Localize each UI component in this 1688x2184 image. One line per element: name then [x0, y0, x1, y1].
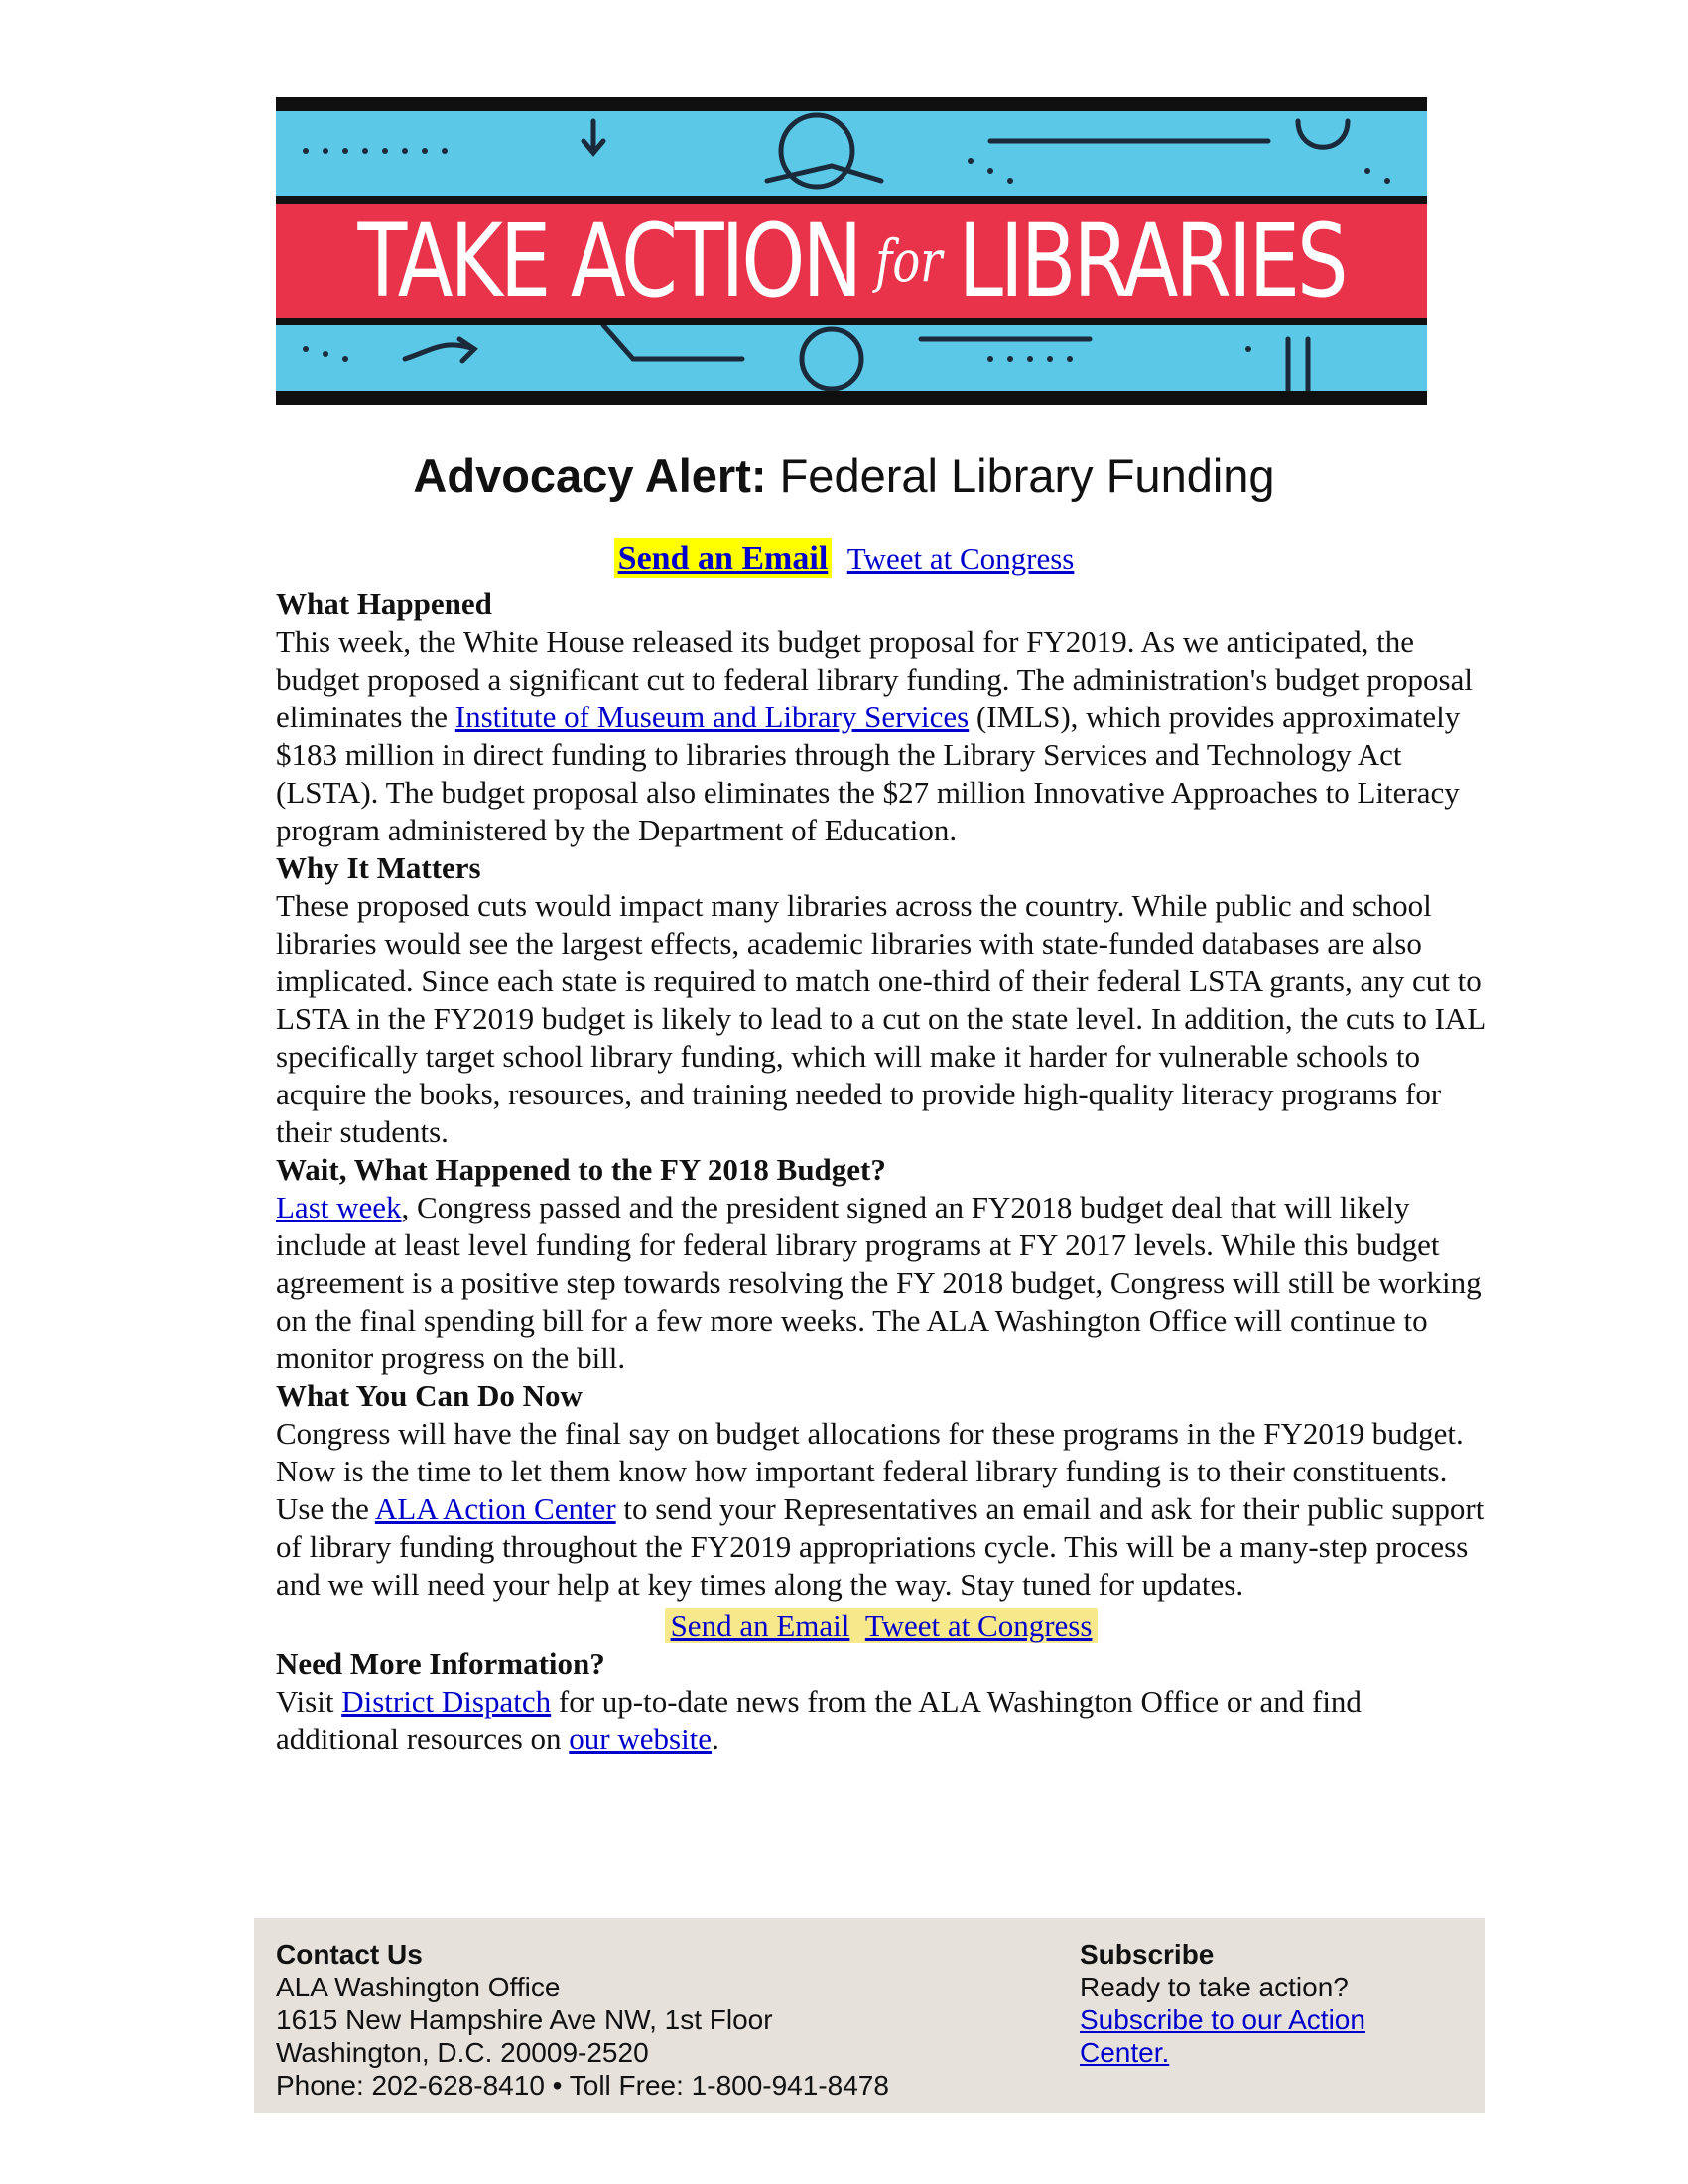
subscribe-column	[1080, 1938, 1365, 2069]
contact-city: Washington, D.C. 20009-2520	[276, 2037, 649, 2068]
banner-title	[357, 201, 1346, 321]
ala-action-center-link[interactable]: ALA Action Center	[374, 1491, 616, 1526]
para-more-info	[276, 1683, 1487, 1758]
banner-red-band	[276, 196, 1427, 325]
title-bold: Advocacy Alert:	[413, 450, 767, 502]
banner-word-libraries: LIBRARIES	[958, 201, 1346, 321]
send-email-link[interactable]: Send an Email	[614, 538, 833, 578]
text: This week, the White House released its budget proposal for FY2019. As we anticipated, the budget proposed a significant cut to federal library funding. The administration's budget proposal eliminates the	[276, 624, 1473, 734]
take-action-banner	[276, 97, 1427, 405]
text: , Congress passed and the president signed an FY2018 budget deal that will likely include at least level funding for federal library programs at FY 2017 levels. While this budget agreement is a positive step towards resolving the FY 2018 budget, Congress will still be working on the final spending bill for a few more weeks. The ALA Washington Office will continue to monitor progress on the bill.	[276, 1190, 1482, 1375]
text: Visit	[276, 1684, 342, 1719]
subscribe-link[interactable]: Subscribe to our Action	[1080, 2004, 1365, 2035]
contact-org: ALA Washington Office	[276, 1972, 561, 2002]
page-title	[0, 449, 1688, 503]
subscribe-link-line2	[1080, 2036, 1365, 2069]
para-fy2018	[276, 1189, 1487, 1377]
text: .	[712, 1722, 719, 1756]
heading-what-you-can-do: What You Can Do Now	[276, 1378, 583, 1413]
subscribe-prompt: Ready to take action?	[1080, 1972, 1349, 2002]
last-week-link[interactable]: Last week	[276, 1190, 402, 1224]
para-why-it-matters: These proposed cuts would impact many libraries across the country. While public and school libraries would see the largest effects, academic libraries with state-funded databases are also implicated. Since each state is required to match one-third of their federal LSTA grants, any cut to LSTA in the FY2019 budget is likely to lead to a cut on the state level. In addition, the cuts to IAL specifically target school library funding, which will make it harder for vulnerable schools to acquire the books, resources, and training needed to provide high-quality literacy programs for their students.	[276, 888, 1486, 1149]
banner-word-for: for	[875, 227, 943, 295]
text: Congress will have the final say on budget allocations for these programs in the FY2019 budget. Now is the time to let them know how important federal library funding is to their constituents. Use the	[276, 1416, 1464, 1526]
subscribe-link-line1	[1080, 2003, 1365, 2036]
text: to send your Representatives an email and ask for their public support of library funding throughout the FY2019 appropriations cycle. This will be a many-step process and we will need your help at key times along the way. Stay tuned for updates.	[276, 1491, 1485, 1602]
tweet-congress-link[interactable]: Tweet at Congress	[846, 541, 1075, 576]
subscribe-heading: Subscribe	[1080, 1939, 1215, 1970]
mid-cta-row	[276, 1607, 1487, 1645]
imls-link[interactable]: Institute of Museum and Library Services	[454, 700, 970, 734]
contact-address: 1615 New Hampshire Ave NW, 1st Floor	[276, 2004, 773, 2035]
subscribe-link-cont[interactable]: Center.	[1080, 2037, 1170, 2068]
heading-more-info: Need More Information?	[276, 1646, 605, 1681]
para-what-you-can-do	[276, 1415, 1487, 1604]
heading-what-happened: What Happened	[276, 586, 492, 621]
contact-heading: Contact Us	[276, 1939, 423, 1970]
mid-cta-highlight	[665, 1608, 1099, 1643]
our-website-link[interactable]: our website	[569, 1722, 713, 1756]
heading-why-it-matters: Why It Matters	[276, 850, 481, 885]
top-cta-row	[0, 540, 1688, 578]
alert-body	[276, 585, 1487, 1758]
contact-column	[276, 1938, 889, 2102]
footer	[254, 1918, 1485, 2113]
title-rest: Federal Library Funding	[766, 450, 1275, 502]
text: for up-to-date news from the ALA Washington Office or and find additional resources on	[276, 1684, 1362, 1756]
contact-phone: Phone: 202-628-8410 • Toll Free: 1-800-941-8478	[276, 2070, 889, 2101]
heading-fy2018: Wait, What Happened to the FY 2018 Budget?	[276, 1152, 886, 1187]
para-what-happened	[276, 623, 1487, 849]
banner-pattern	[276, 111, 1427, 391]
tweet-congress-link-2[interactable]: Tweet at Congress	[864, 1608, 1093, 1643]
banner-word-take-action: TAKE ACTION	[357, 201, 860, 321]
text: (IMLS), which provides approximately $183 million in direct funding to libraries through the Library Services and Technology Act (LSTA). The budget proposal also eliminates the $27 million Innovative Approaches to Literacy program administered by the Department of Education.	[276, 700, 1461, 847]
district-dispatch-link[interactable]: District Dispatch	[341, 1684, 552, 1719]
send-email-link-2[interactable]: Send an Email	[670, 1608, 850, 1643]
